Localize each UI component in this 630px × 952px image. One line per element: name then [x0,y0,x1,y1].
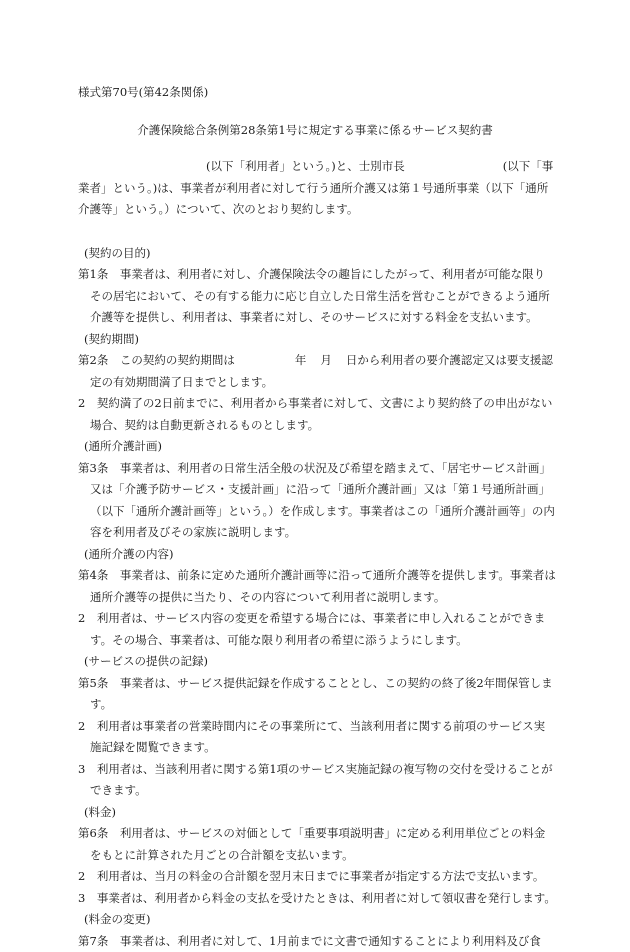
article-6: 第6条 利用者は、サービスの対価として「重要事項説明書」に定める利用単位ごとの料金をもとに計算された月ごとの合計額を支払います。 [78,823,556,866]
heading-fees: (料金) [78,802,556,824]
article-2-post: 日から利用者の要介護認定又は要支援認定の有効期間満了日までとします。 [90,353,553,389]
article-2-paragraph-2: 2 契約満了の2日前までに、利用者から事業者に対して、文書により契約終了の申出がない場合、契約は自動更新されるものとします。 [78,393,556,436]
form-number: 様式第70号(第42条関係) [78,82,208,104]
heading-fee-change: (料金の変更) [78,909,556,931]
heading-content: (通所介護の内容) [78,544,556,566]
intro-part1: (以下「利用者」という。)と、士別市長 [206,159,405,173]
intro-paragraph [78,156,556,221]
heading-purpose: (契約の目的) [78,243,556,265]
article-5-paragraph-2: 2 利用者は事業者の営業時間内にその事業所にて、当該利用者に関する前項のサービス実施記録を閲覧できます。 [78,716,556,759]
heading-plan: (通所介護計画) [78,436,556,458]
article-4-paragraph-2: 2 利用者は、サービス内容の変更を希望する場合には、事業者に申し入れることができます。その場合、事業者は、可能な限り利用者の希望に添うようにします。 [78,608,556,651]
article-1: 第1条 事業者は、利用者に対し、介護保険法令の趣旨にしたがって、利用者が可能な限りその居宅において、その有する能力に応じ自立した日常生活を営むことができるよう通所介護等を提供し、利用者は、事業者に対し、そのサービスに対する料金を支払います。 [78,264,556,329]
article-6-paragraph-2: 2 利用者は、当月の料金の合計額を翌月末日までに事業者が指定する方法で支払います。 [78,866,556,888]
article-7: 第7条 事業者は、利用者に対して、1月前までに文書で通知することにより利用料及び食 [78,931,556,952]
article-3: 第3条 事業者は、利用者の日常生活全般の状況及び希望を踏まえて、「居宅サービス計画」又は「介護予防サービス・支援計画」に沿って「通所介護計画」又は「第１号通所計画」（以下「通所介護計画等」という。）を作成します。事業者はこの「通所介護計画等」の内容を利用者及びその家族に説明します。 [78,458,556,544]
spacer [78,221,556,243]
article-2-month: 月 [320,353,332,367]
heading-records: (サービスの提供の記録) [78,651,556,673]
article-5-paragraph-3: 3 利用者は、当該利用者に関する第1項のサービス実施記録の複写物の交付を受けることができます。 [78,759,556,802]
heading-period: (契約期間) [78,329,556,351]
article-2-pre: 第2条 この契約の契約期間は [78,353,235,367]
intro-part2: (以下「事業者」という。)は、事業者が利用者に対して行う通所介護又は第１号通所事業（以下「通所介護等」という。）について、次のとおり契約します。 [78,159,553,216]
article-5: 第5条 事業者は、サービス提供記録を作成することとし、この契約の終了後2年間保管します。 [78,673,556,716]
contract-body [78,156,556,952]
article-2 [78,350,556,393]
document-title: 介護保険総合条例第28条第1号に規定する事業に係るサービス契約書 [0,120,630,142]
article-2-year: 年 [295,353,307,367]
article-6-paragraph-3: 3 事業者は、利用者から料金の支払を受けたときは、利用者に対して領収書を発行します。 [78,888,556,910]
article-4: 第4条 事業者は、前条に定めた通所介護計画等に沿って通所介護等を提供します。事業者は通所介護等の提供に当たり、その内容について利用者に説明します。 [78,565,556,608]
